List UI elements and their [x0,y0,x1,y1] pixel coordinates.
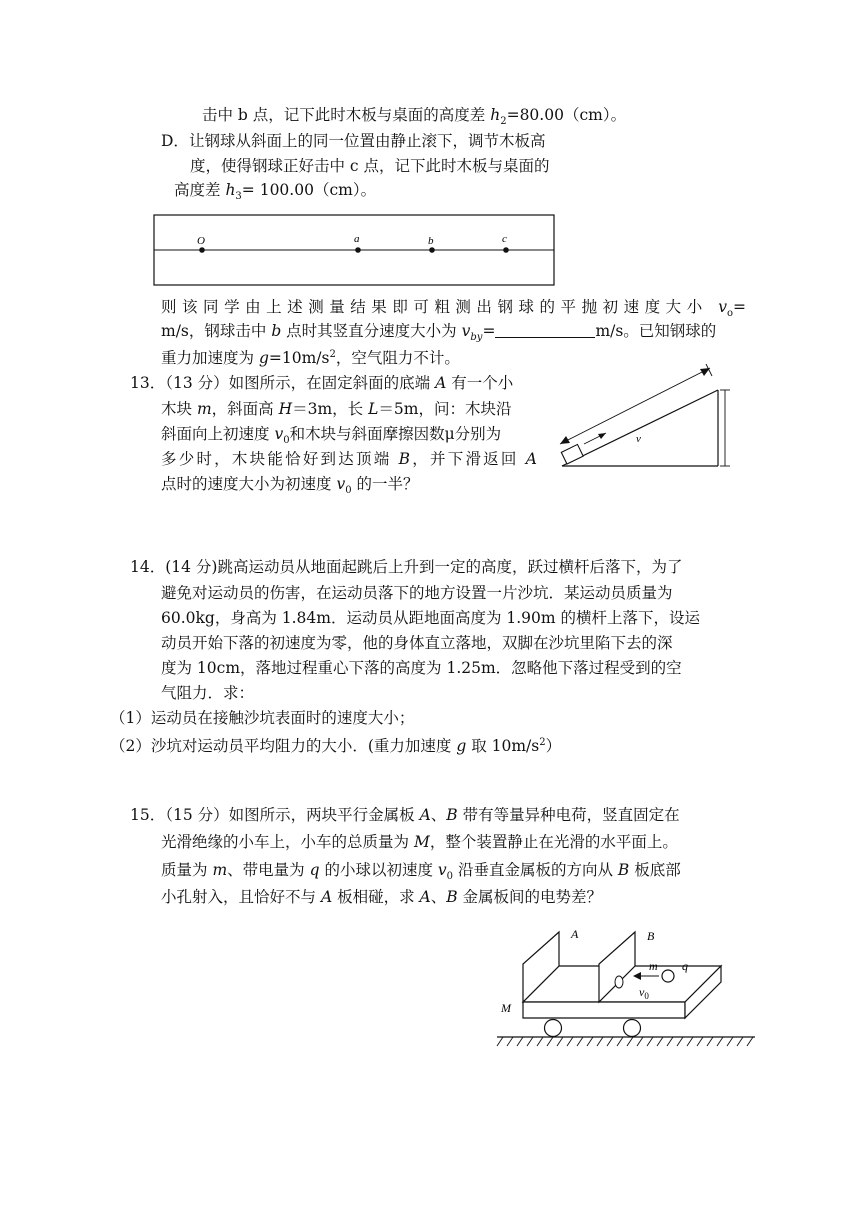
q13-line5: 点时的速度大小为初速度 $v_0$ 的一半？ [161,475,419,497]
ground-hatching [497,1037,753,1046]
answer-blank[interactable] [495,323,595,338]
q15-line3: 质量为 m、带电量为 q 的小球以初速度 $v_0$ 沿垂直金属板的方向从 B 板底部 [161,861,681,883]
q13-line3: 斜面向上初速度 $v_0$和木块与斜面摩擦因数μ分别为 [161,425,502,447]
q15-cart-figure [495,926,757,1050]
q14-line3: 60.0kg，身高为 1.84m．运动员从距地面高度为 1.90m 的横杆上落下，设运 [161,609,701,627]
q12-item-d-label: D． [161,132,189,150]
label-c: c [502,233,507,245]
wheel-right [624,1020,641,1037]
q15-line2: 光滑绝缘的小车上，小车的总质量为 M，整个装置静止在光滑的水平面上。 [161,833,678,851]
q12-board-figure [153,214,555,286]
q13-line4: 多少时，木块能恰好到达顶端 B，并下滑返回 A [161,450,537,468]
q14-line6: 气阻力．求： [161,684,255,702]
q14-line2: 避免对运动员的伤害，在运动员落下的地方设置一片沙坑．某运动员质量为 [161,584,673,602]
q12-tail-line1: 则该同学由上述测量结果即可粗测出钢球的平抛初速度大小 $v_o=$ [161,298,746,320]
q15-line4: 小孔射入，且恰好不与 A 板相碰，求 A、B 金属板间的电势差？ [161,888,603,906]
label-plate-a: A [571,927,579,941]
q12-item-d-line1: D．让钢球从斜面上的同一位置由静止滚下，调节木板高 [161,132,546,150]
q15-line1: 15．（15 分）如图所示，两块平行金属板 A、B 带有等量异种电荷，竖直固定在 [130,806,680,824]
q14-line5: 度为 10cm，落地过程重心下落的高度为 1.25m．忽略他下落过程受到的空 [161,659,682,677]
q14-sub1: （1）运动员在接触沙坑表面时的速度大小； [110,709,415,727]
label-a: a [354,233,360,245]
label-velocity: $v_0$ [639,985,649,1001]
q15-number: 15． [130,806,166,824]
q13-line2: 木块 m，斜面高 H＝3m，长 L＝5m，问：木块沿 [161,400,512,418]
q14-sub2: （2）沙坑对运动员平均阻力的大小．(重力加速度 g 取 $10m/s^2$） [110,737,562,756]
label-v: v [636,433,641,445]
q12-tail-line3: 重力加速度为 $g=10m/s^2$，空气阻力不计。 [161,349,460,368]
point-c [503,247,509,253]
q14-line4: 动员开始下落的初速度为零，他的身体直立落地，双脚在沙坑里陷下去的深 [161,634,673,652]
label-mass-m: m [649,959,658,973]
charged-ball [662,970,674,982]
label-charge-q: q [682,959,688,973]
q12-line-b: 击中 b 点，记下此时木板与桌面的高度差 $h_2=80.00(cm)$。 [202,106,627,128]
q12-item-d-line3: 高度差 $h_3= 100.00(cm)$。 [174,181,377,203]
q12-item-d-line2: 度，使得钢球正好击中 c 点，记下此时木板与桌面的 [190,157,550,175]
point-o [199,247,205,253]
q13-number: 13． [130,374,166,392]
wheel-left [545,1020,562,1037]
label-o: O [197,235,205,247]
point-b [429,247,435,253]
q13-line1: 13．（13 分）如图所示，在固定斜面的底端 A 有一个小 [130,374,514,392]
label-b: b [428,235,434,247]
label-cart-mass: M [501,1001,511,1015]
q14-line1: 14．(14 分)跳高运动员从地面起跳后上升到一定的高度，跃过横杆后落下，为了 [130,558,683,576]
label-plate-b: B [647,929,655,943]
q12-tail-line2: m/s，钢球击中 b 点时其竖直分速度大小为 $v_{by}= m/s$。已知钢球的 [161,322,717,344]
point-a [355,247,361,253]
q13-incline-figure [550,360,750,472]
q14-number: 14． [130,558,166,576]
